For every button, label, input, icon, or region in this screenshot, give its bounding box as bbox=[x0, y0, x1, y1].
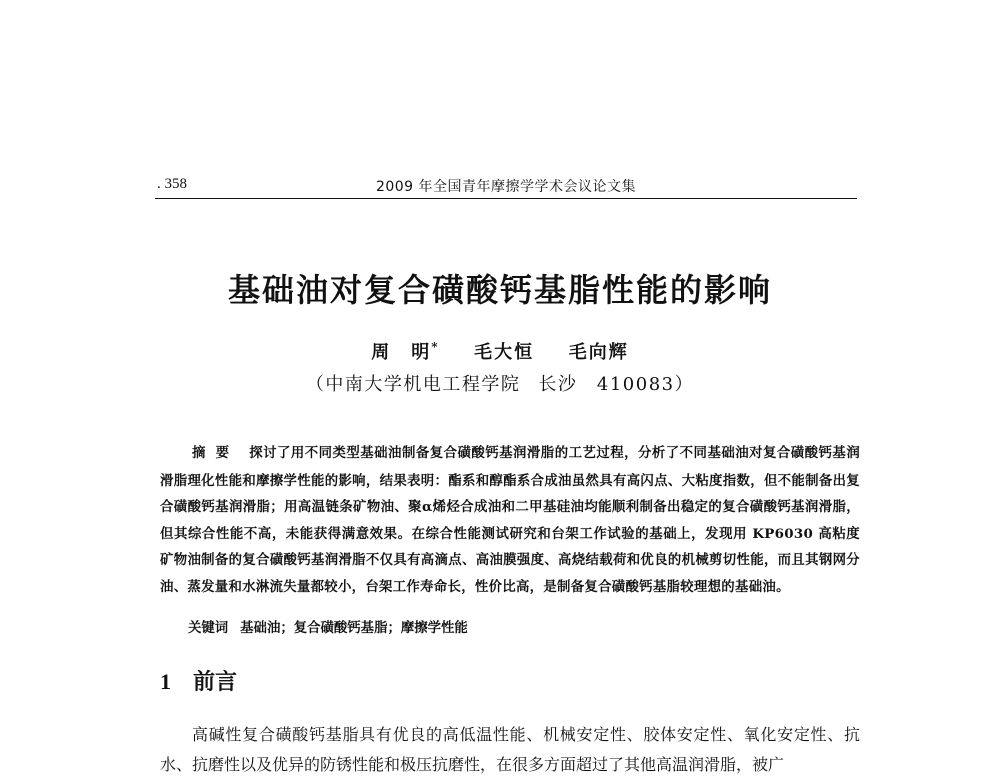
keywords-text: 基础油；复合磺酸钙基脂；摩擦学性能 bbox=[240, 620, 468, 636]
affiliation-institution: （中南大学机电工程学院 bbox=[305, 374, 521, 395]
author-name: 毛大恒 bbox=[474, 342, 535, 363]
journal-name: 2009 年全国青年摩擦学学术会议论文集 bbox=[375, 179, 637, 195]
running-header bbox=[155, 172, 857, 199]
section-title: 前言 bbox=[193, 669, 238, 695]
corresponding-author-mark: * bbox=[431, 340, 440, 354]
affiliation-location: 长沙 410083） bbox=[538, 374, 695, 395]
author-list bbox=[0, 338, 1000, 364]
abstract bbox=[160, 440, 860, 600]
page-number: . 358 bbox=[157, 176, 187, 192]
body-paragraph: 高碱性复合磺酸钙基脂具有优良的高低温性能、机械安定性、胶体安定性、氧化安定性、抗水、抗磨性以及优异的防锈性能和极压抗磨性，在很多方面超过了其他高温润滑脂，被广 bbox=[160, 725, 860, 774]
abstract-label: 摘要 bbox=[192, 446, 240, 461]
section-number: 1 bbox=[160, 669, 171, 694]
section-heading bbox=[160, 665, 237, 696]
keywords bbox=[188, 617, 468, 636]
affiliation bbox=[0, 370, 1000, 396]
author-name: 周 明 bbox=[371, 342, 432, 363]
paper-title: 基础油对复合磺酸钙基脂性能的影响 bbox=[227, 271, 772, 309]
keywords-label: 关键词 bbox=[188, 621, 229, 636]
abstract-text: 探讨了用不同类型基础油制备复合磺酸钙基润滑脂的工艺过程，分析了不同基础油对复合磺酸钙基润滑脂理化性能和摩擦学性能的影响，结果表明：酯系和醇酯系合成油虽然具有高闪点、大粘度指数，但不能制备出复合磺酸钙基润滑脂；用高温链条矿物油、聚α烯烃合成油和二甲基硅油均能顺利制备出稳定的复合磺酸钙基润滑脂，但其综合性能不高，未能获得满意效果。在综合性能测试研究和台架工作试验的基础上，发现用 KP6030 高粘度矿物油制备的复合磺酸钙基润滑脂不仅具有高滴点、高油膜强度、高烧结载荷和优良的机械剪切性能，而且其钢网分油、蒸发量和水淋流失量都较小，台架工作寿命长，性价比高，是制备复合磺酸钙基脂较理想的基础油。 bbox=[160, 445, 861, 595]
author-name: 毛向辉 bbox=[568, 342, 629, 363]
